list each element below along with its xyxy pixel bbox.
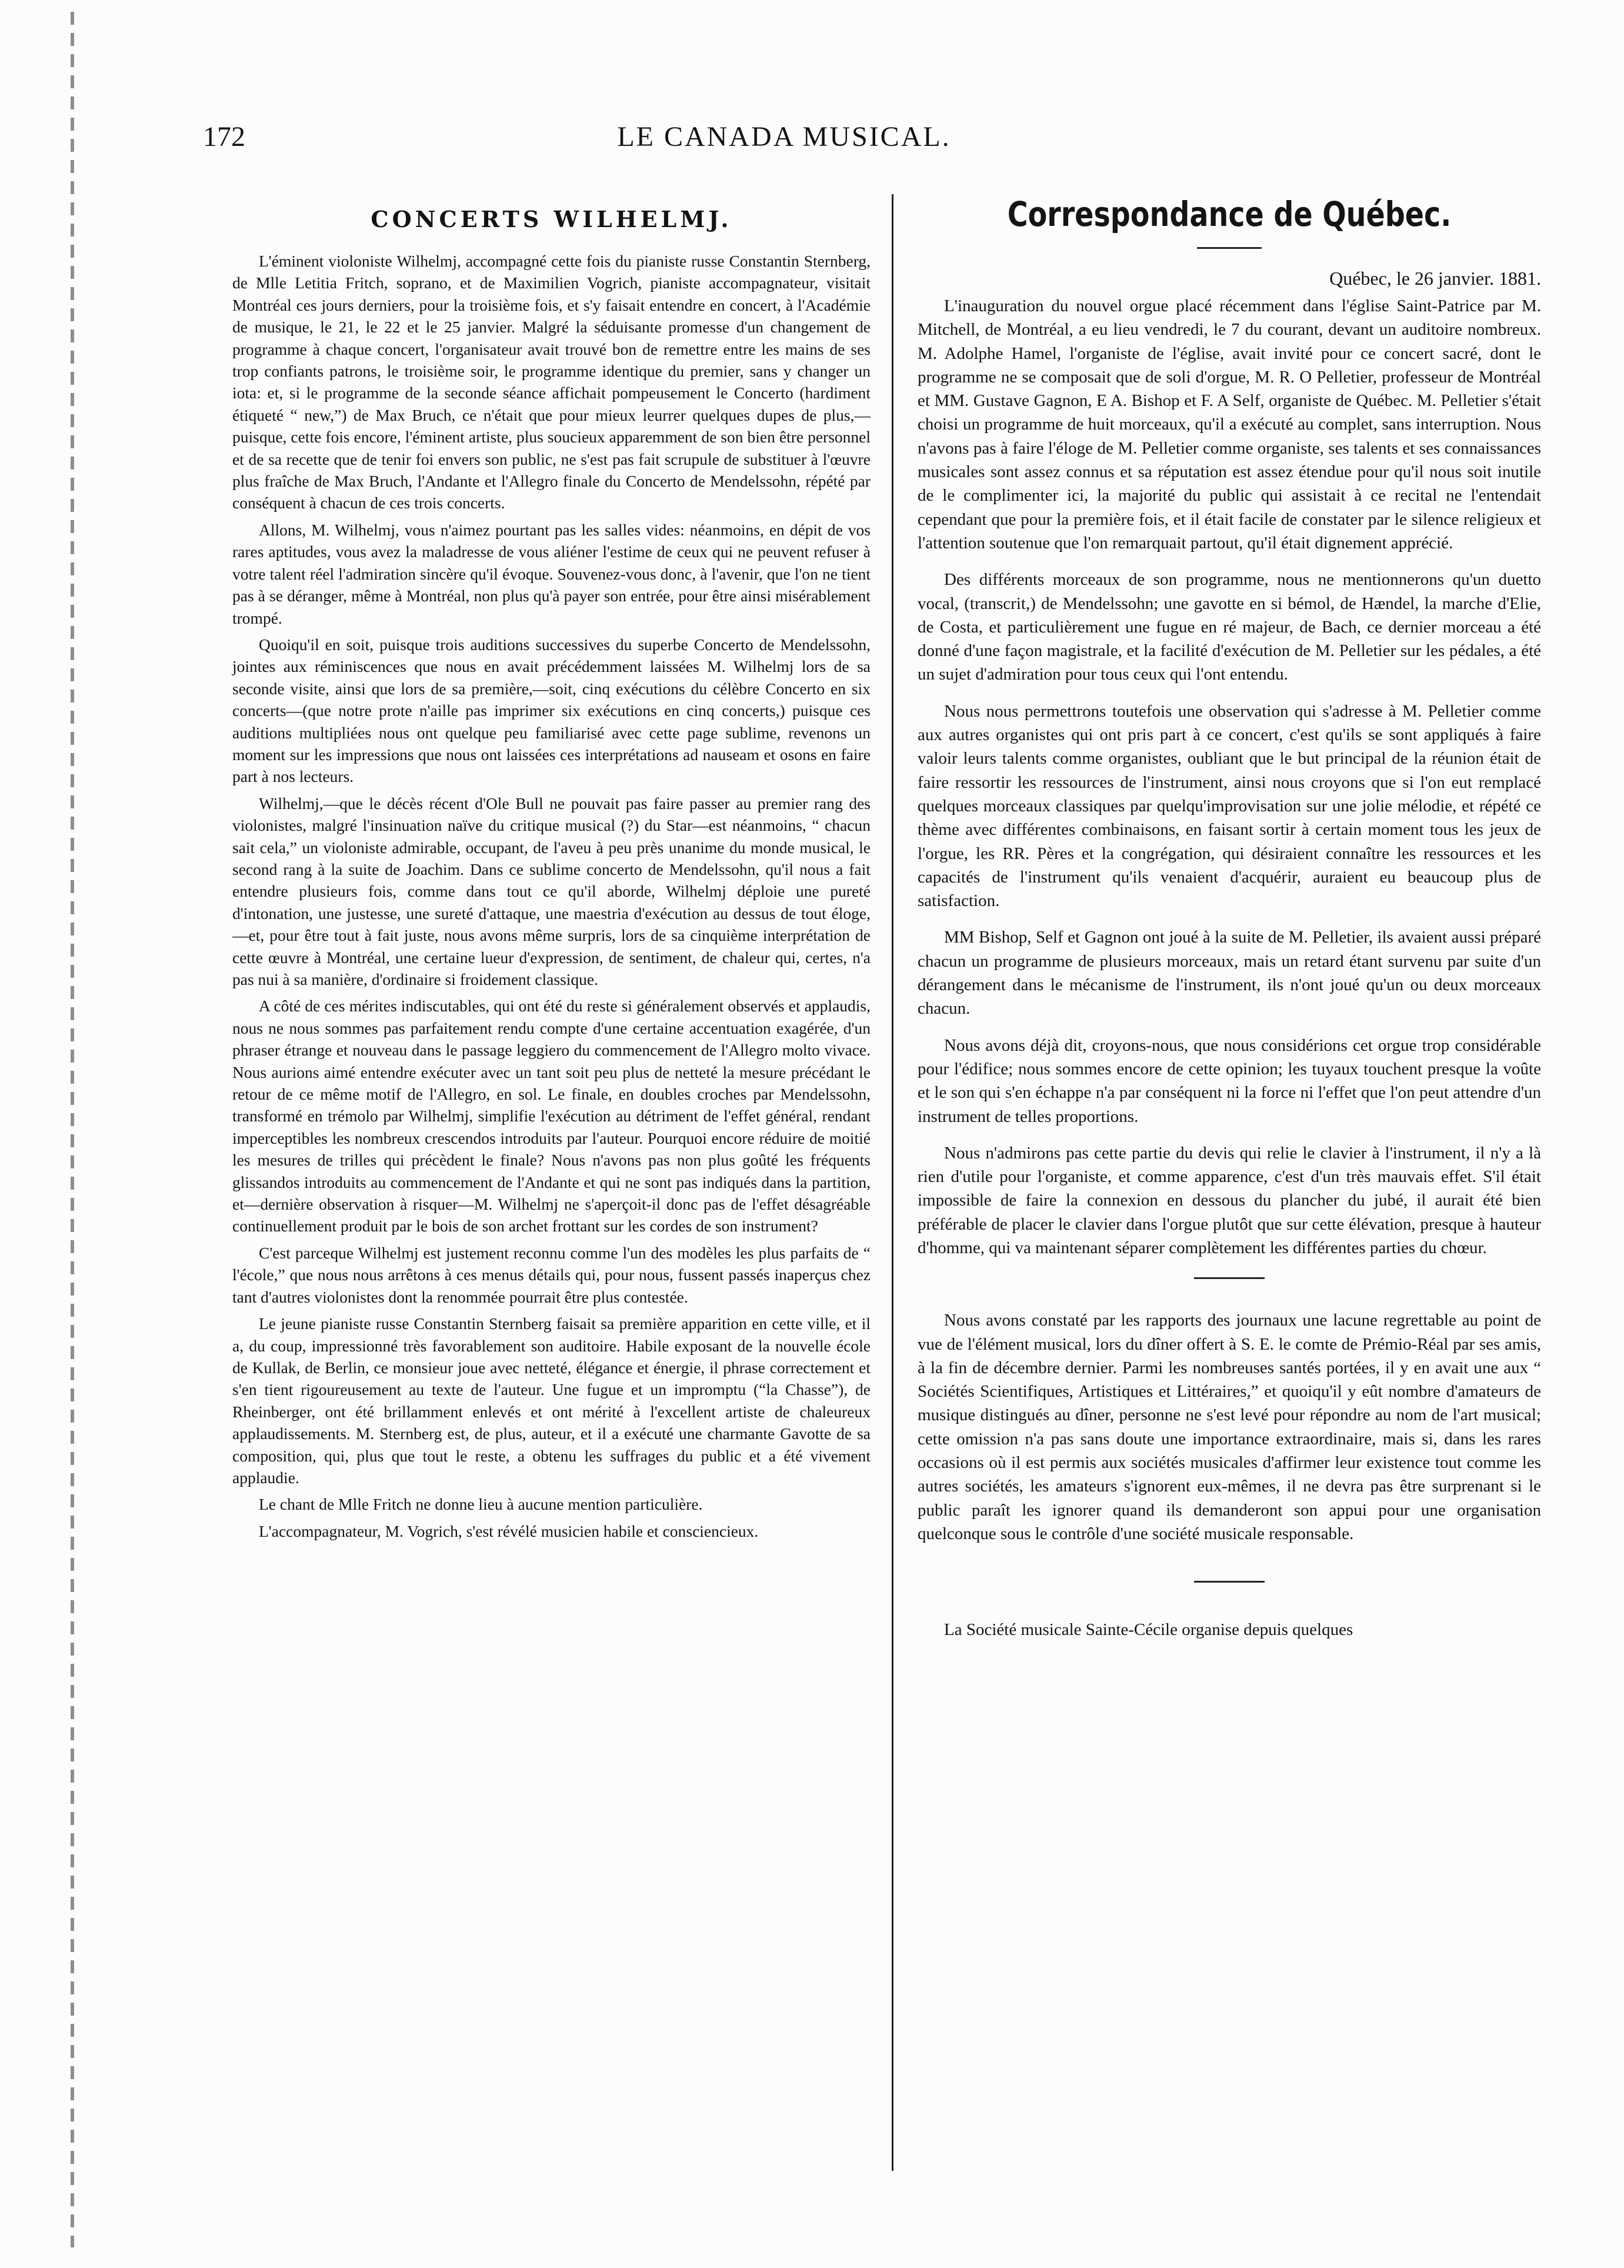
binding-edge-marks [71, 12, 74, 2247]
right-paragraph-closing: La Société musicale Sainte-Cécile organise depuis quelques [944, 1620, 1353, 1640]
right-column [918, 194, 1541, 1647]
left-column [232, 194, 871, 1547]
left-paragraph: L'éminent violoniste Wilhelmj, accompagné cette fois du pianiste russe Constantin Sternberg, de Mlle Letitia Fritch, soprano, et de Maximilien Vogrich, pianiste accompagnateur, visitait Montréal ces jours derniers, pour la troisième fois, et s'y faisait entendre en concert, à l'Académie de musique, le 21, le 22 et le 25 janvier. Malgré la séduisante promesse d'un changement de programme à chaque concert, l'organisateur avait trouvé bon de remettre entre les mains de ses trop confiants patrons, le troisième soir, le programme identique du premier, sans y changer un iota: et, si le programme de la seconde séance affichait pompeusement le Concerto (hardiment étiqueté “ new,”) de Max Bruch, ce n'était que pour mieux leurrer quelques dupes de plus,—puisque, cette fois encore, l'éminent artiste, plus soucieux apparemment de son bien être personnel et de sa recette que de tenir foi envers son public, ne s'est pas fait scrupule de substituer à l'œuvre plus fraîche de Max Bruch, l'Andante et l'Allegro finale du Concerto de Mendelssohn, répété par conséquent à chacun de ces trois concerts. [232, 252, 871, 512]
right-paragraph: Nous n'admirons pas cette partie du devis qui relie le clavier à l'instrument, il n'y a là rien d'utile pour l'organiste, et comme apparence, c'est d'un très mauvais effet. S'il était impossible de faire la connexion en dessous du plancher du jubé, il aurait été bien préférable de placer le clavier dans l'orgue plutôt que sur cette élévation, presque à hauteur d'homme, qui va maintenant séparer complètement les différentes parties du chœur. [918, 1143, 1541, 1257]
right-paragraph: Des différents morceaux de son programme, nous ne mentionnerons qu'un duetto vocal, (transcrit,) de Mendelssohn; une gavotte en si bémol, de Hændel, la marche d'Elie, de Costa, et particulièrement une fugue en ré majeur, de Bach, ce dernier morceau a été donné d'une façon magistrale, et la facilité d'exécution de M. Pelletier sur les pédales, a été un sujet d'admiration pour tous ceux qui l'ont entendu. [918, 570, 1541, 684]
page-header [203, 121, 1365, 153]
section-rule [1194, 1277, 1265, 1279]
dateline: Québec, le 26 janvier. 1881. [1329, 268, 1541, 289]
left-paragraph: A côté de ces mérites indiscutables, qui ont été du reste si généralement observés et applaudis, nous ne nous sommes pas parfaitement rendu compte d'une certaine accentuation exagérée, d'un phraser étrange et nouveau dans le passage leggiero du commencement de l'Allegro molto vivace. Nous aurions aimé entendre exécuter avec un tant soit peu plus de netteté la mesure précédant le retour de ce même motif de l'Allegro, en sol. Le finale, en doubles croches par Mendelssohn, transformé en trémolo par Wilhelmj, simplifie l'exécution au détriment de l'effet général, rendant imperceptibles les nombreux crescendos introduits par l'auteur. Pourquoi encore réduire de moitié les mesures de trilles qui précèdent le finale? Nous n'avons pas non plus goûté les fréquents glissandos introduits au commencement de l'Andante et qui ne sont pas indiqués dans la partition, et—dernière observation à risquer—M. Wilhelmj ne s'aperçoit-il donc pas de l'effet désagréable continuellement produit par le bois de son archet frottant sur les cordes de son instrument? [232, 997, 871, 1235]
article-title-wilhelmj: CONCERTS WILHELMJ. [371, 206, 732, 232]
left-paragraph: Le chant de Mlle Fritch ne donne lieu à aucune mention particulière. [259, 1495, 703, 1514]
title-rule [1197, 247, 1262, 249]
page-number: 172 [203, 121, 245, 152]
right-paragraph: Nous avons constaté par les rapports des journaux une lacune regrettable au point de vue de l'élément musical, lors du dîner offert à S. E. le comte de Prémio-Réal par ses amis, à la fin de décembre dernier. Parmi les nombreuses santés portées, il y en avait une aux “ Sociétés Scientifiques, Artistiques et Littéraires,” et quoiqu'il y eût nombre d'amateurs de musique distingués au dîner, personne ne s'est levé pour répondre au nom de l'art musical; cette omission n'a pas sans doute une importance extraordinaire, mais si, dans les rares occasions où il est permis aux sociétés musicales d'affirmer leur existence tout comme les autres sociétés, les amateurs s'ignorent eux-mêmes, il ne devra pas être surprenant si le public paraît les ignorer quand ils demanderont son appui pour une organisation quelconque sous le contrôle d'une société musicale responsable. [918, 1311, 1541, 1543]
left-paragraph: Le jeune pianiste russe Constantin Sternberg faisait sa première apparition en cette ville, et il a, du coup, impressionné très favorablement son auditoire. Habile exposant de la nouvelle école de Kullak, de Berlin, ce monsieur joue avec netteté, élégance et énergie, il phrase correctement et s'en tient rigoureusement au texte de l'auteur. Une fugue et un impromptu (“la Chasse”), de Rheinberger, ont été brillamment enlevés et ont mérité à l'excellent artiste de chaleureux applaudissements. M. Sternberg est, de plus, auteur, et il a exécuté une charmante Gavotte de sa composition, qui, plus que tout le reste, a obtenu les suffrages du public et a été vivement applaudie. [232, 1314, 871, 1487]
section-rule [1194, 1581, 1265, 1583]
right-paragraph: L'inauguration du nouvel orgue placé récemment dans l'église Saint-Patrice par M. Mitchell, de Montréal, a eu lieu vendredi, le 7 du courant, devant un auditoire nombreux. M. Adolphe Hamel, l'organiste de l'église, avait invité pour ce concert sacré, dont le programme ne se composait que de soli d'orgue, M. R. O Pelletier, professeur de Montréal et MM. Gustave Gagnon, E A. Bishop et F. A Self, organiste de Québec. M. Pelletier s'était choisi un programme de huit morceaux, qu'il a exécuté au complet, sans interruption. Nous n'avons pas à faire l'éloge de M. Pelletier comme organiste, ses talents et ses connaissances musicales sont assez connus et sa réputation est assez étendue pour qu'il nous soit inutile de le complimenter ici, la majorité du public qui assistait à ce recital ne l'entendait cependant que pour la première fois, et il était facile de constater par le silence religieux et l'attention soutenue que l'on remarquait partout, qu'il était dignement apprécié. [918, 297, 1541, 552]
column-divider [892, 194, 893, 2171]
right-paragraph: MM Bishop, Self et Gagnon ont joué à la suite de M. Pelletier, ils avaient aussi préparé chacun un programme de plusieurs morceaux, mais un retard étant survenu par suite d'un dérangement dans le mécanisme de l'instrument, ils n'ont joué qu'un ou deux morceaux chacun. [918, 928, 1541, 1018]
left-paragraph: Quoiqu'il en soit, puisque trois auditions successives du superbe Concerto de Mendelssohn, jointes aux réminiscences que nous en avait précédemment laissées M. Wilhelmj lors de sa seconde visite, ainsi que lors de sa première,—soit, cinq exécutions du célèbre Concerto en six concerts—(que notre prote n'aille pas imprimer six exécutions en cinq concerts,) puisque ces auditions multipliées nous ont quelque peu familiarisé avec cette page sublime, revenons un moment sur les impressions que nous ont laissées ces interprétations ad nauseam et osons en faire part à nos lecteurs. [232, 635, 871, 786]
right-paragraph: Nous avons déjà dit, croyons-nous, que nous considérions cet orgue trop considérable pour l'édifice; nous sommes encore de cette opinion; les tuyaux touchent presque la voûte et le son qui s'en échappe n'a par conséquent ni la force ni l'effet que l'on peut attendre d'un instrument de telles proportions. [918, 1035, 1541, 1126]
left-paragraph: L'accompagnateur, M. Vogrich, s'est révélé musicien habile et consciencieux. [259, 1521, 759, 1540]
left-paragraph: Allons, M. Wilhelmj, vous n'aimez pourtant pas les salles vides: néanmoins, en dépit de vos rares aptitudes, vous avez la maladresse de vous aliéner l'estime de ceux qui ne peuvent refuser à votre talent réel l'admiration sincère qu'il évoque. Souvenez-vous donc, à l'avenir, que l'on ne tient pas à se déranger, même à Montréal, non plus qu'à payer son entrée, pour être ainsi misérablement trompé. [232, 520, 871, 627]
left-paragraph: Wilhelmj,—que le décès récent d'Ole Bull ne pouvait pas faire passer au premier rang des violonistes, malgré l'insinuation naïve du critique musical (?) du Star—est néanmoins, “ chacun sait cela,” un violoniste admirable, occupant, de l'aveu à peu près unanime du monde musical, le second rang à la suite de Joachim. Dans ce sublime concerto de Mendelssohn, qu'il nous a fait entendre plusieurs fois, comme dans tout ce qu'il aborde, Wilhelmj déploie une pureté d'intonation, une justesse, une sureté d'attaque, une maestria d'exécution au dessus de tout éloge,—et, pour être tout à fait juste, nous avons même surpris, lors de sa cinquième interprétation de cette œuvre à Montréal, une certaine lueur d'expression, de sentiment, de chaleur qui, certes, n'a pas nui à sa manière, d'ordinaire si froidement classique. [232, 794, 871, 988]
right-paragraph: Nous nous permettrons toutefois une observation qui s'adresse à M. Pelletier comme aux autres organistes qui ont pris part à ce concert, c'est qu'ils se sont appliqués à faire valoir leurs talents comme organistes, oubliant que le but principal de la réunion était de faire ressortir les ressources de l'instrument, ainsi nous croyons que si l'on eut remplacé quelques morceaux classiques par quelqu'improvisation sur une jolie mélodie, et répété ce thème avec différentes combinaisons, en faisant sortir à certain moment tous les jeux de l'orgue, les RR. Pères et la congrégation, qui désiraient connaître les ressources et les capacités de l'instrument qu'ils venaient d'acquérir, auraient eu beaucoup plus de satisfaction. [918, 701, 1541, 911]
running-head: LE CANADA MUSICAL. [617, 121, 951, 152]
left-paragraph: C'est parceque Wilhelmj est justement reconnu comme l'un des modèles les plus parfaits de “ l'école,” que nous nous arrêtons à ces menus détails qui, pour nous, fussent passés inaperçus chez tant d'autres violonistes dont la renommée pourrait être plus contestée. [232, 1243, 871, 1306]
article-title-quebec: Correspondance de Québec. [1007, 194, 1452, 234]
